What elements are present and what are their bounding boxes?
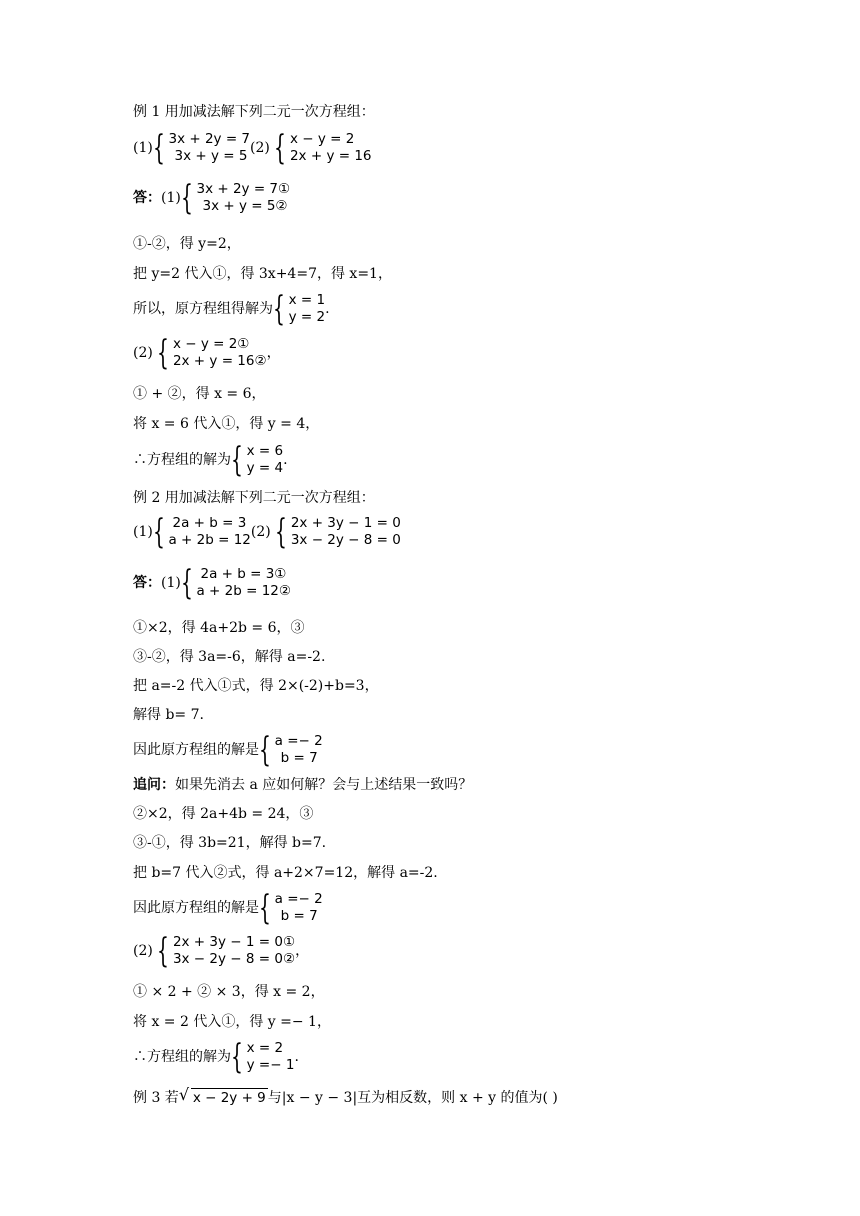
equation-system: [274, 128, 372, 168]
step: ③-②，得 3a=-6，解得 a=-2.: [133, 649, 326, 665]
solution-system: { x = 2 y =− 1: [231, 1037, 295, 1077]
answer-1-2: (2) { x − y = 2① 2x + y = 16② ，: [133, 333, 281, 373]
left-brace-icon: {: [157, 333, 170, 373]
square-root-icon: √ x − 2y + 9: [179, 1088, 268, 1107]
answer-label: 答：: [133, 190, 161, 206]
left-brace-icon: {: [275, 512, 288, 552]
step: 解得 b= 7.: [133, 707, 204, 723]
equation: 3x + 2y = 7: [168, 131, 251, 147]
equation: 3x + y = 5②: [202, 198, 288, 214]
equation-system: { 2x + 3y − 1 = 0① 3x − 2y − 8 = 0②: [157, 931, 296, 971]
example-2-systems: (1){ 2a + b = 3 a + 2b = 12 (2) { 2x + 3y − 1 = 0 3x − 2y − 8 = 0: [133, 512, 401, 552]
example-3: 例 3 若√ x − 2y + 9 与|x − y − 3|互为相反数，则 x + y 的值为( ): [133, 1088, 558, 1107]
solution-line: ∴方程组的解为{ x = 2 y =− 1 .: [133, 1037, 299, 1077]
left-brace-icon: {: [180, 178, 193, 218]
solution-line: 所以，原方程组得解为{ x = 1 y = 2 .: [133, 289, 330, 329]
solution-line: 因此原方程组的解是{ a =− 2 b = 7: [133, 888, 323, 928]
equation: 3x + 2y = 7①: [196, 181, 291, 197]
solution-system: { x = 1 y = 2: [273, 289, 326, 329]
equation-system: { 2x + 3y − 1 = 0 3x − 2y − 8 = 0: [275, 512, 401, 552]
equation-system: [180, 178, 291, 218]
equation-system: { 2a + b = 3① a + 2b = 12②: [180, 563, 291, 603]
follow-up-question: 追问：如果先消去 a 应如何解？会与上述结果一致吗？: [133, 777, 473, 793]
equation-system: [152, 128, 251, 168]
equation: x − y = 2: [289, 131, 355, 147]
solution-system: { x = 6 y = 4: [231, 440, 284, 480]
example-1-systems: [133, 128, 372, 168]
solution-system: { a =− 2 b = 7: [259, 730, 323, 770]
answer-1-1: 答：(1){ 3x + 2y = 7① 3x + y = 5②: [133, 178, 291, 218]
step: ①×2，得 4a+2b = 6，③: [133, 620, 305, 636]
left-brace-icon: {: [152, 512, 165, 552]
step: 将 x = 6 代入①，得 y = 4，: [133, 416, 320, 432]
left-brace-icon: {: [274, 128, 287, 168]
step: ②×2，得 2a+4b = 24，③: [133, 806, 314, 822]
equation-system: { 2a + b = 3 a + 2b = 12: [152, 512, 251, 552]
step: ① + ②，得 x = 6，: [133, 386, 266, 402]
equation-system: { x − y = 2① 2x + y = 16②: [157, 333, 267, 373]
left-brace-icon: {: [273, 289, 285, 329]
step: 把 b=7 代入②式，得 a+2×7=12，解得 a=-2.: [133, 865, 438, 881]
left-brace-icon: {: [157, 931, 170, 971]
answer-label: 答：: [133, 575, 161, 591]
step: 将 x = 2 代入①，得 y =− 1，: [133, 1014, 331, 1030]
solution-line: 因此原方程组的解是{ a =− 2 b = 7: [133, 730, 323, 770]
solution-line: ∴方程组的解为{ x = 6 y = 4 .: [133, 440, 288, 480]
equation: 2x + y = 16: [289, 148, 372, 164]
label-2: (2): [250, 140, 270, 156]
answer-2-1: 答：(1){ 2a + b = 3① a + 2b = 12②: [133, 563, 291, 603]
answer-2-2: (2) { 2x + 3y − 1 = 0① 3x − 2y − 8 = 0② ，: [133, 931, 310, 971]
equation: 3x + y = 5: [174, 148, 248, 164]
step: ① × 2 + ② × 3，得 x = 2，: [133, 984, 325, 1000]
left-brace-icon: {: [259, 888, 271, 928]
left-brace-icon: {: [231, 440, 243, 480]
left-brace-icon: {: [180, 563, 193, 603]
solution-system: { a =− 2 b = 7: [259, 888, 323, 928]
follow-up-label: 追问：: [133, 777, 175, 793]
step: ①-②，得 y=2，: [133, 236, 241, 252]
left-brace-icon: {: [152, 128, 165, 168]
example-2-heading: 例 2 用加减法解下列二元一次方程组：: [133, 490, 375, 506]
label-1: (1): [133, 140, 153, 156]
left-brace-icon: {: [259, 730, 271, 770]
step: ③-①，得 3b=21，解得 b=7.: [133, 835, 327, 851]
step: 把 y=2 代入①，得 3x+4=7，得 x=1，: [133, 266, 392, 282]
example-1-heading: 例 1 用加减法解下列二元一次方程组：: [133, 104, 375, 120]
step: 把 a=-2 代入①式，得 2×(-2)+b=3，: [133, 678, 379, 694]
left-brace-icon: {: [231, 1037, 243, 1077]
